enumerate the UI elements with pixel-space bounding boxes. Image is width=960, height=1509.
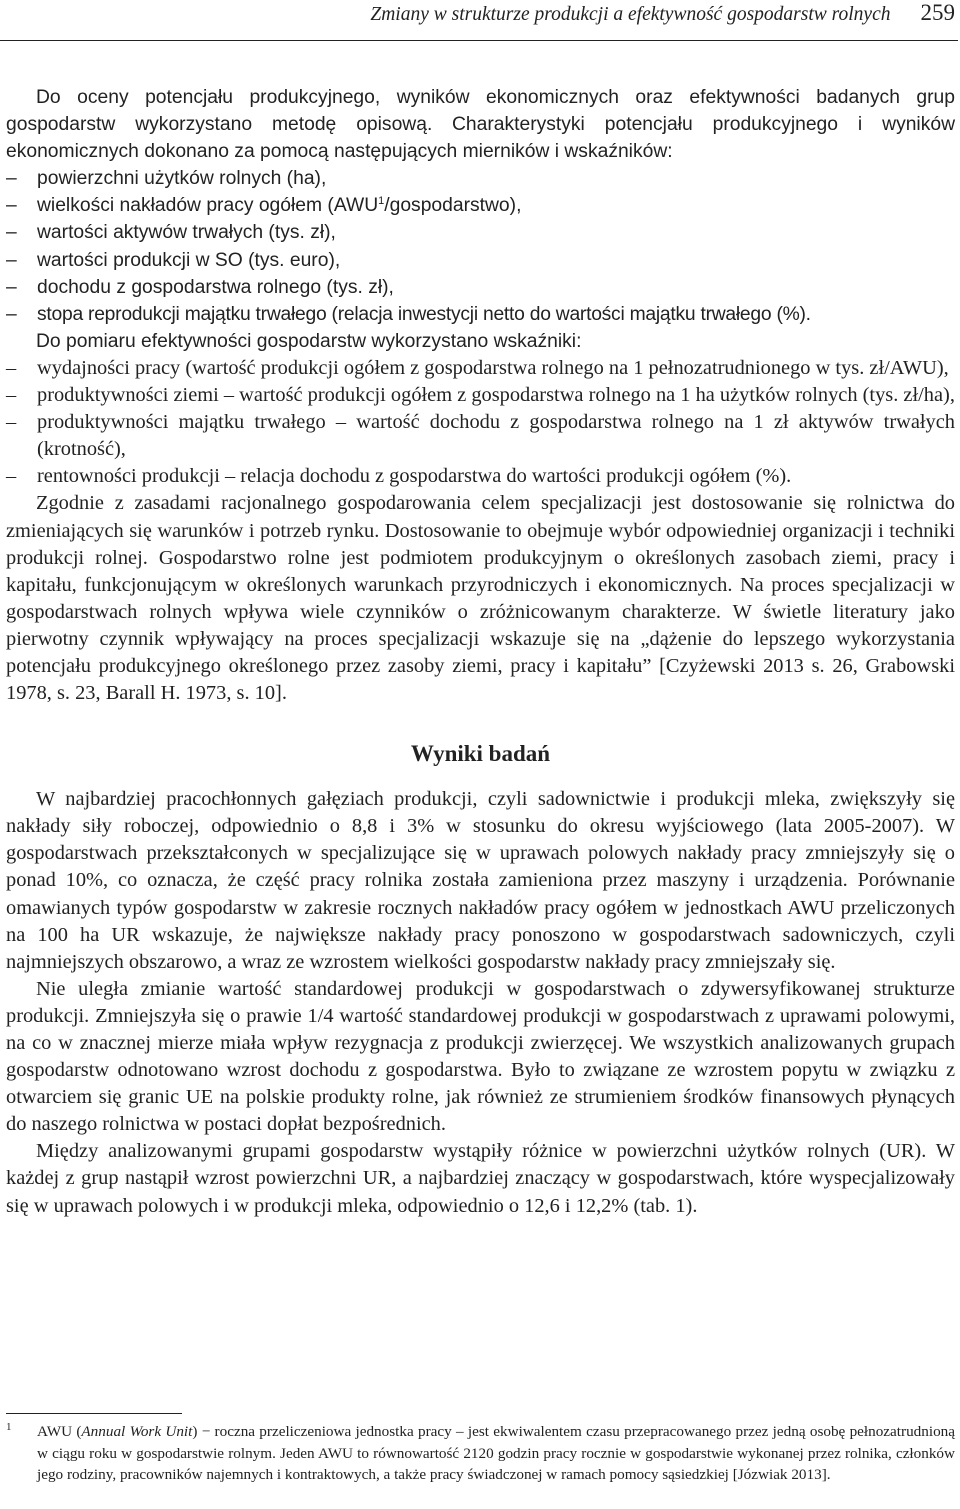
results-paragraph-2: Nie uległa zmianie wartość standardowej produkcji w gospodarstwach o zdywersyfikowanej strukturze produkcji. Zmniejszyła się o prawie 1/4 wartość standardowej produkcji w gospodarstwach z uprawami polowymi, na co w znacznej mierze miała wpływ rezygnacja z produkcji zwierzęcej. We wszystkich analizowanych grupach gospodarstw odnotowano wzrost dochodu z gospodarstwa. Było to związane ze wzrostem popytu w związku z otwarciem się granic UE na polskie produkty rolne, jak również ze strumieniem środków finansowych płynących do naszego rolnictwa w postaci dopłat bezpośrednich. [6, 977, 955, 1136]
footnote-text: ) − roczna przeliczeniowa jednostka pracy – jest ekwiwalentem czasu przepracowanego przez jedną osobę pełnozatrudnioną w ciągu roku w gospodarstwie rolnym. Jeden AWU to równowartość 2120 godzin pracy rocznie w gospodarstwie wykonanej przez rolnika, członków jego rodziny, pracowników najemnych i kontraktowych, a także pracy świadczonej w ramach pomocy sąsiedzkiej [Józwiak 2013]. [37, 1423, 955, 1483]
list-item: – produktywności ziemi – wartość produkcji ogółem z gospodarstwa rolnego na 1 ha użytków rolnych (tys. zł/ha), [6, 384, 955, 407]
footnote-ref[interactable]: 1 [378, 195, 385, 208]
footnote [6, 1421, 955, 1486]
list-item: – stopa reprodukcji majątku trwałego (relacja inwestycji netto do wartości majątku trwałego (%). [6, 303, 811, 325]
list-item: – rentowności produkcji – relacja dochodu z gospodarstwa do wartości produkcji ogółem (%). [6, 465, 792, 488]
footnote-rule [6, 1413, 182, 1414]
list-item: – wartości aktywów trwałych (tys. zł), [6, 222, 336, 244]
footnote-number: 1 [6, 1421, 12, 1433]
page-number: 259 [920, 0, 955, 25]
section-title: Wyniki badań [410, 741, 551, 767]
footnote-abbr-expansion: Annual Work Unit [81, 1423, 193, 1440]
list-item: – wydajności pracy (wartość produkcji ogółem z gospodarstwa rolnego na 1 pełnozatrudnionego w tys. zł/AWU), [6, 356, 949, 379]
efficiency-intro: Do pomiaru efektywności gospodarstw wykorzystano wskaźniki: [36, 330, 582, 352]
results-paragraph-1: W najbardziej pracochłonnych gałęziach produkcji, czyli sadownictwie i produkcji mleka, zwiększyły się nakłady siły roboczej, odpowiednio o 8,8 i 3% w stosunku do okresu wyjściowego (lata 2005-2007). W gospodarstwach przekształconych w specjalizujące się w uprawach polowych nakłady pracy zmniejszyły się o ponad 10%, co oznacza, że część pracy rolnika została zamieniona przez maszyny i urządzenia. Porównanie omawianych typów gospodarstw w zakresie rocznych nakładów pracy ogółem w jednostkach AWU przeliczonych na 100 ha UR wskazuje, że największe nakłady pracy ponoszono w gospodarstwach sadowniczych, czyli najmniejszych obszarowo, a wraz ze wzrostem wielkości gospodarstw nakłady pracy zmniejszały się. [6, 788, 955, 973]
measures-list [6, 165, 955, 328]
main-text [6, 84, 955, 1220]
list-item: – wielkości nakładów pracy ogółem (AWU$^1$/gospodarstwo), [6, 195, 522, 217]
results-paragraph-3: Między analizowanymi grupami gospodarstw wystąpiły różnice w powierzchni użytków rolnych (UR). W każdej z grup nastąpił wzrost powierzchni UR, a najbardziej znaczący w gospodarstwach, które wyspecjalizowały się w uprawach polowych i w produkcji mleka, odpowiednio o 12,6 i 12,2% (tab. 1). [6, 1140, 955, 1217]
efficiency-list [6, 355, 955, 490]
intro-paragraph [6, 84, 955, 165]
intro-sentence-1: Do oceny potencjału produkcyjnego, wyników ekonomicznych oraz efektywności badanych grup gospodarstw wykorzystano metodę opisową. [6, 87, 955, 136]
list-item: – produktywności majątku trwałego – wartość dochodu z gospodarstwa rolnego na 1 zł aktywów trwałych (krotność), [6, 411, 955, 461]
running-title: Zmiany w strukturze produkcji a efektywność gospodarstw rolnych [370, 4, 891, 25]
footnote-abbr: AWU ( [37, 1423, 82, 1440]
specialization-paragraph: Zgodnie z zasadami racjonalnego gospodarowania celem specjalizacji jest dostosowanie się rolnictwa do zmieniających się warunków i potrzeb rynku. Dostosowanie to obejmuje wybór odpowiedniej organizacji i techniki produkcji rolnej. Gospodarstwo rolne jest podmiotem produkcyjnym o określonych zasobach ziemi, pracy i kapitału, funkcjonującym w określonych warunkach przyrodniczych i ekonomicznych. Na proces specjalizacji w gospodarstwach rolnych wpływa wiele czynników o zróżnicowanym charakterze. W świetle literatury jako pierwotny czynnik wpływający na proces specjalizacji wskazuje się na „dążenie do lepszego wykorzystania potencjału produkcyjnego określonego przez zasoby ziemi, pracy i kapitału” [Czyżewski 2013 s. 26, Grabowski 1978, s. 23, Barall H. 1973, s. 10]. [6, 492, 955, 705]
intro-sentence-2: Charakterystyki potencjału produkcyjnego i wyników ekonomicznych dokonano za pomocą następujących mierników i wskaźników: [6, 114, 955, 163]
running-header [0, 0, 958, 41]
list-item: – powierzchni użytków rolnych (ha), [6, 168, 327, 190]
list-item: – wartości produkcji w SO (tys. euro), [6, 249, 341, 271]
list-item: – dochodu z gospodarstwa rolnego (tys. zł), [6, 276, 394, 298]
